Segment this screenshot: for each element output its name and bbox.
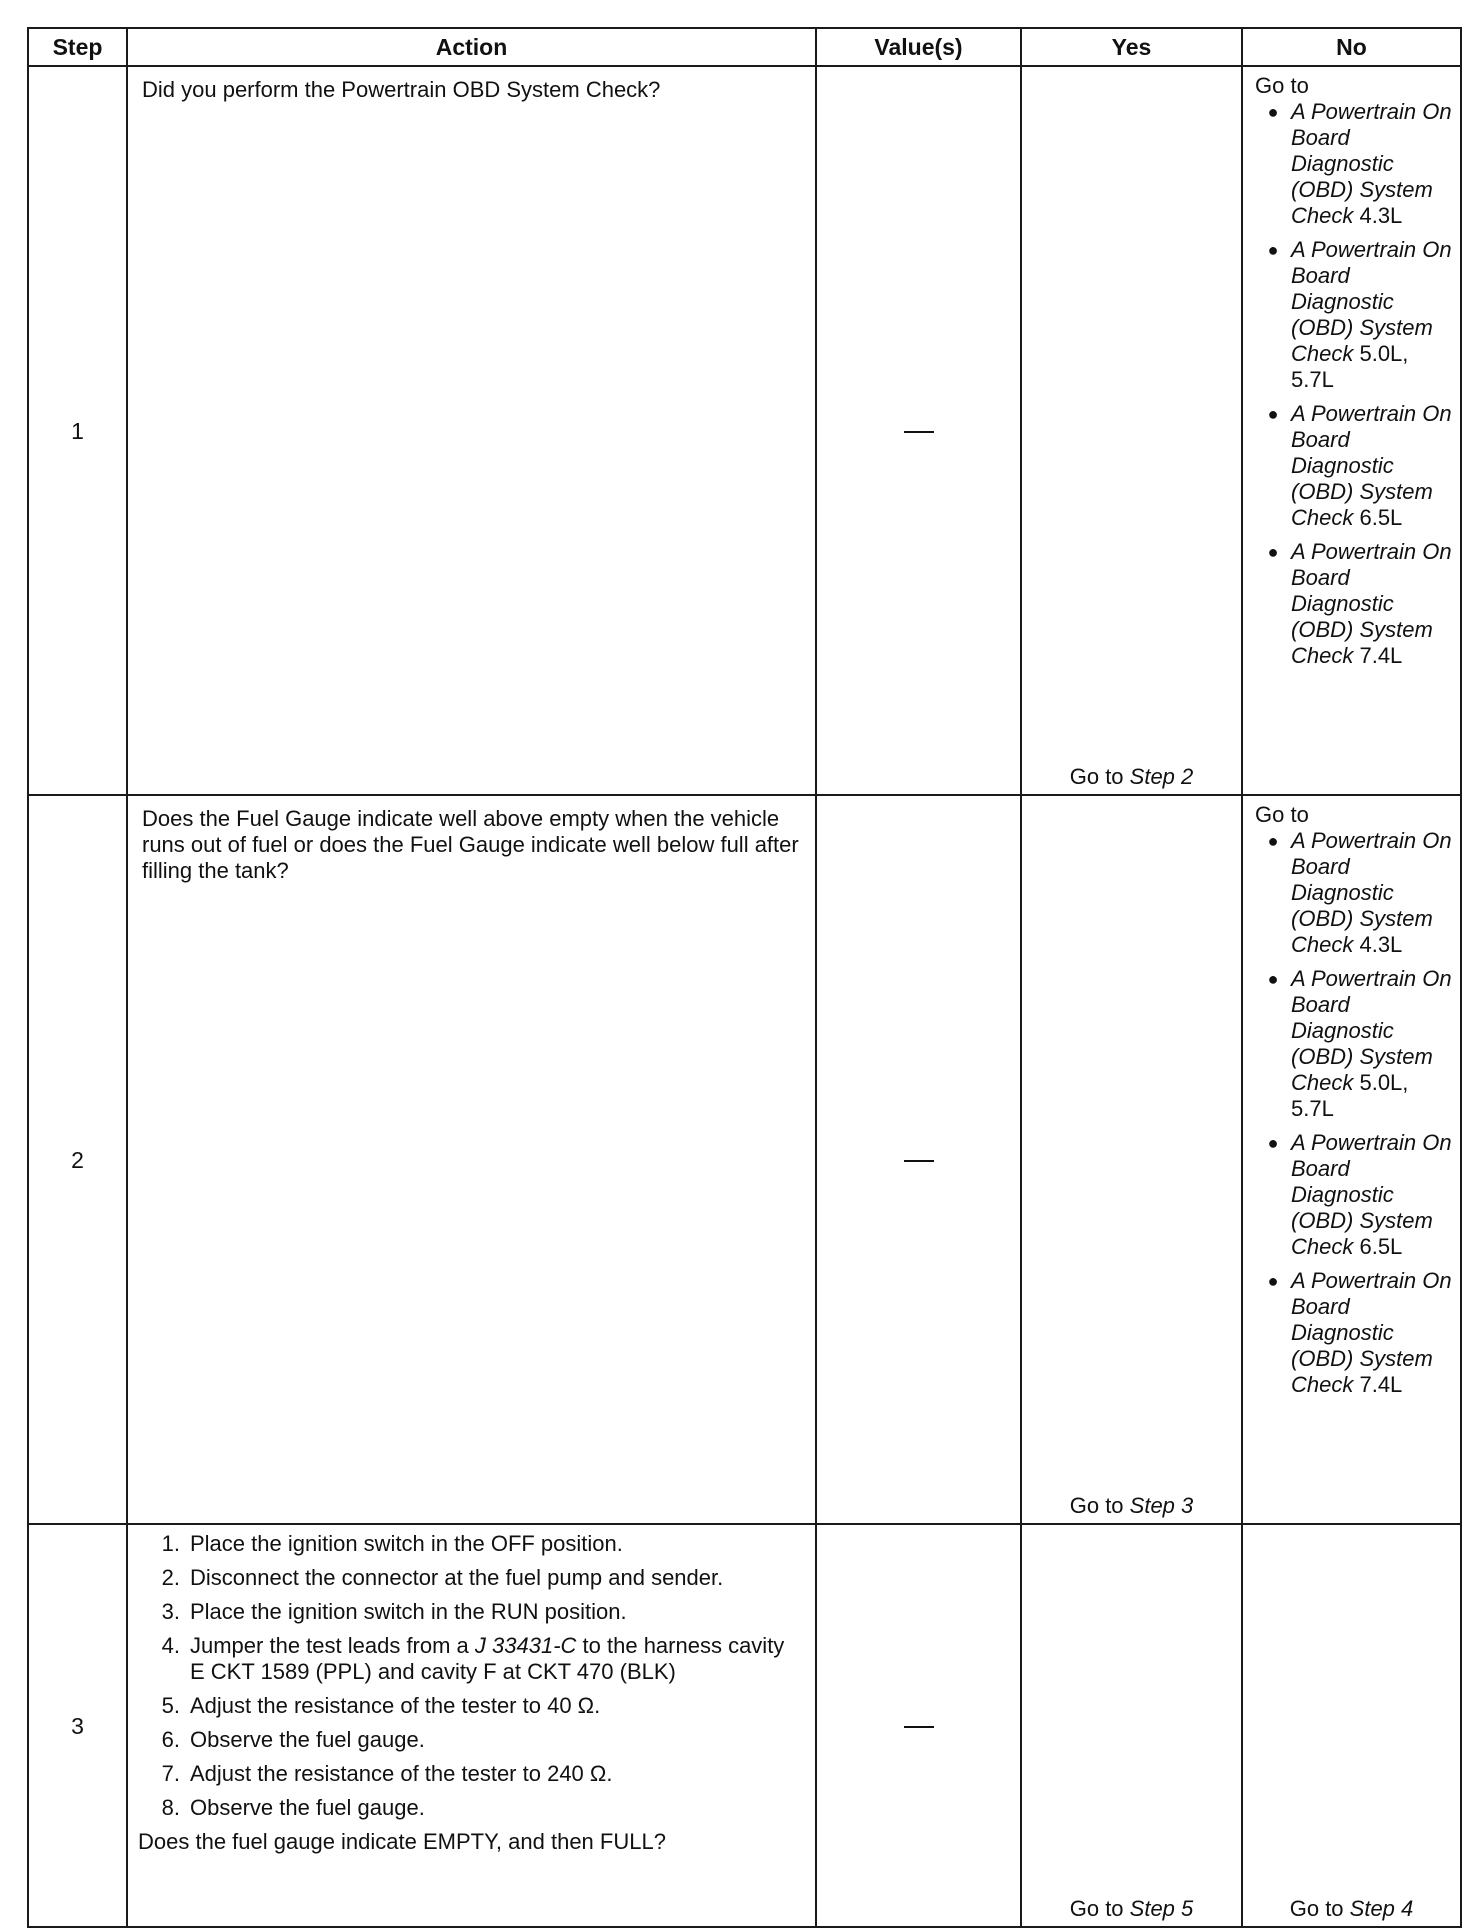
obd-check-link[interactable]: A Powertrain On Board Diagnostic (OBD) System Check xyxy=(1291,237,1452,366)
list-item xyxy=(1255,401,1456,531)
step-number: 2 xyxy=(28,795,127,1524)
bullet-icon: ● xyxy=(1267,542,1279,562)
bullet-icon: ● xyxy=(1267,404,1279,424)
tool-number: J 33431-C xyxy=(474,1633,577,1658)
procedure-step: 4. Jumper the test leads from a J 33431-C to the harness cavity E CKT 1589 (PPL) and cavity F at CKT 470 (BLK) xyxy=(161,1633,785,1684)
list-item xyxy=(1255,539,1456,669)
value-cell xyxy=(816,66,1021,795)
list-item xyxy=(1255,237,1456,393)
engine-size: 5.0L, 5.7L xyxy=(1291,1070,1409,1121)
goto-label: Go to xyxy=(1255,73,1309,98)
value-dash xyxy=(904,1160,934,1162)
yes-prefix: Go to xyxy=(1069,1896,1130,1921)
procedure-step: 2. Disconnect the connector at the fuel pump and sender. xyxy=(161,1565,724,1590)
list-item xyxy=(1255,966,1456,1122)
list-item xyxy=(1255,828,1456,958)
list-item xyxy=(1255,99,1456,229)
yes-step-link[interactable]: Step 3 xyxy=(1129,1493,1194,1518)
header-yes: Yes xyxy=(1021,28,1242,66)
table-row xyxy=(28,795,1461,1524)
value-dash xyxy=(904,1726,934,1728)
diagnostic-table xyxy=(27,27,1462,1928)
procedure-step: 1. Place the ignition switch in the OFF position. xyxy=(161,1531,623,1556)
goto-label: Go to xyxy=(1255,802,1309,827)
procedure-step: 8. Observe the fuel gauge. xyxy=(161,1795,425,1820)
yes-prefix: Go to xyxy=(1069,764,1130,789)
value-dash xyxy=(904,431,934,433)
engine-size: 4.3L xyxy=(1353,932,1403,957)
list-item xyxy=(1255,1268,1456,1398)
header-action: Action xyxy=(127,28,816,66)
action-cell xyxy=(127,795,816,1524)
action-question: Does the fuel gauge indicate EMPTY, and then FULL? xyxy=(138,1829,666,1854)
value-cell xyxy=(816,795,1021,1524)
procedure-step: 3. Place the ignition switch in the RUN position. xyxy=(161,1599,627,1624)
bullet-icon: ● xyxy=(1267,1133,1279,1153)
no-cell xyxy=(1242,1524,1461,1927)
no-step-link[interactable]: Step 4 xyxy=(1349,1896,1414,1921)
procedure-step: 5. Adjust the resistance of the tester to 40 Ω. xyxy=(161,1693,601,1718)
procedure-step: 7. Adjust the resistance of the tester to 240 Ω. xyxy=(161,1761,613,1786)
yes-cell xyxy=(1021,795,1242,1524)
obd-check-link[interactable]: A Powertrain On Board Diagnostic (OBD) System Check xyxy=(1291,828,1452,957)
header-step: Step xyxy=(28,28,127,66)
engine-size: 7.4L xyxy=(1353,1372,1403,1397)
yes-step-link[interactable]: Step 2 xyxy=(1129,764,1194,789)
bullet-icon: ● xyxy=(1267,969,1279,989)
engine-size: 4.3L xyxy=(1353,203,1403,228)
yes-step-link[interactable]: Step 5 xyxy=(1129,1896,1194,1921)
engine-size: 6.5L xyxy=(1353,505,1403,530)
goto-list xyxy=(1255,828,1456,1398)
step-number: 1 xyxy=(28,66,127,795)
engine-size: 6.5L xyxy=(1353,1234,1403,1259)
action-cell xyxy=(127,66,816,795)
procedure-list xyxy=(138,1531,803,1821)
action-text: Did you perform the Powertrain OBD System Check? xyxy=(142,77,661,102)
value-cell xyxy=(816,1524,1021,1927)
obd-check-link[interactable]: A Powertrain On Board Diagnostic (OBD) System Check xyxy=(1291,539,1452,668)
no-cell xyxy=(1242,795,1461,1524)
bullet-icon: ● xyxy=(1267,102,1279,122)
yes-cell xyxy=(1021,66,1242,795)
bullet-icon: ● xyxy=(1267,1271,1279,1291)
table-row xyxy=(28,66,1461,795)
header-row xyxy=(28,28,1461,66)
engine-size: 5.0L, 5.7L xyxy=(1291,341,1409,392)
procedure-step: 6. Observe the fuel gauge. xyxy=(161,1727,425,1752)
yes-prefix: Go to xyxy=(1069,1493,1130,1518)
no-cell xyxy=(1242,66,1461,795)
action-cell xyxy=(127,1524,816,1927)
step-number: 3 xyxy=(28,1524,127,1927)
obd-check-link[interactable]: A Powertrain On Board Diagnostic (OBD) System Check xyxy=(1291,966,1452,1095)
engine-size: 7.4L xyxy=(1353,643,1403,668)
bullet-icon: ● xyxy=(1267,831,1279,851)
table-row xyxy=(28,1524,1461,1927)
obd-check-link[interactable]: A Powertrain On Board Diagnostic (OBD) System Check xyxy=(1291,1268,1452,1397)
bullet-icon: ● xyxy=(1267,240,1279,260)
header-no: No xyxy=(1242,28,1461,66)
yes-cell xyxy=(1021,1524,1242,1927)
obd-check-link[interactable]: A Powertrain On Board Diagnostic (OBD) System Check xyxy=(1291,99,1452,228)
action-text: Does the Fuel Gauge indicate well above empty when the vehicle runs out of fuel or does the Fuel Gauge indicate well below full after filling the tank? xyxy=(142,806,799,883)
obd-check-link[interactable]: A Powertrain On Board Diagnostic (OBD) System Check xyxy=(1291,1130,1452,1259)
goto-list xyxy=(1255,99,1456,669)
list-item xyxy=(1255,1130,1456,1260)
obd-check-link[interactable]: A Powertrain On Board Diagnostic (OBD) System Check xyxy=(1291,401,1452,530)
header-values: Value(s) xyxy=(816,28,1021,66)
no-prefix: Go to xyxy=(1289,1896,1350,1921)
